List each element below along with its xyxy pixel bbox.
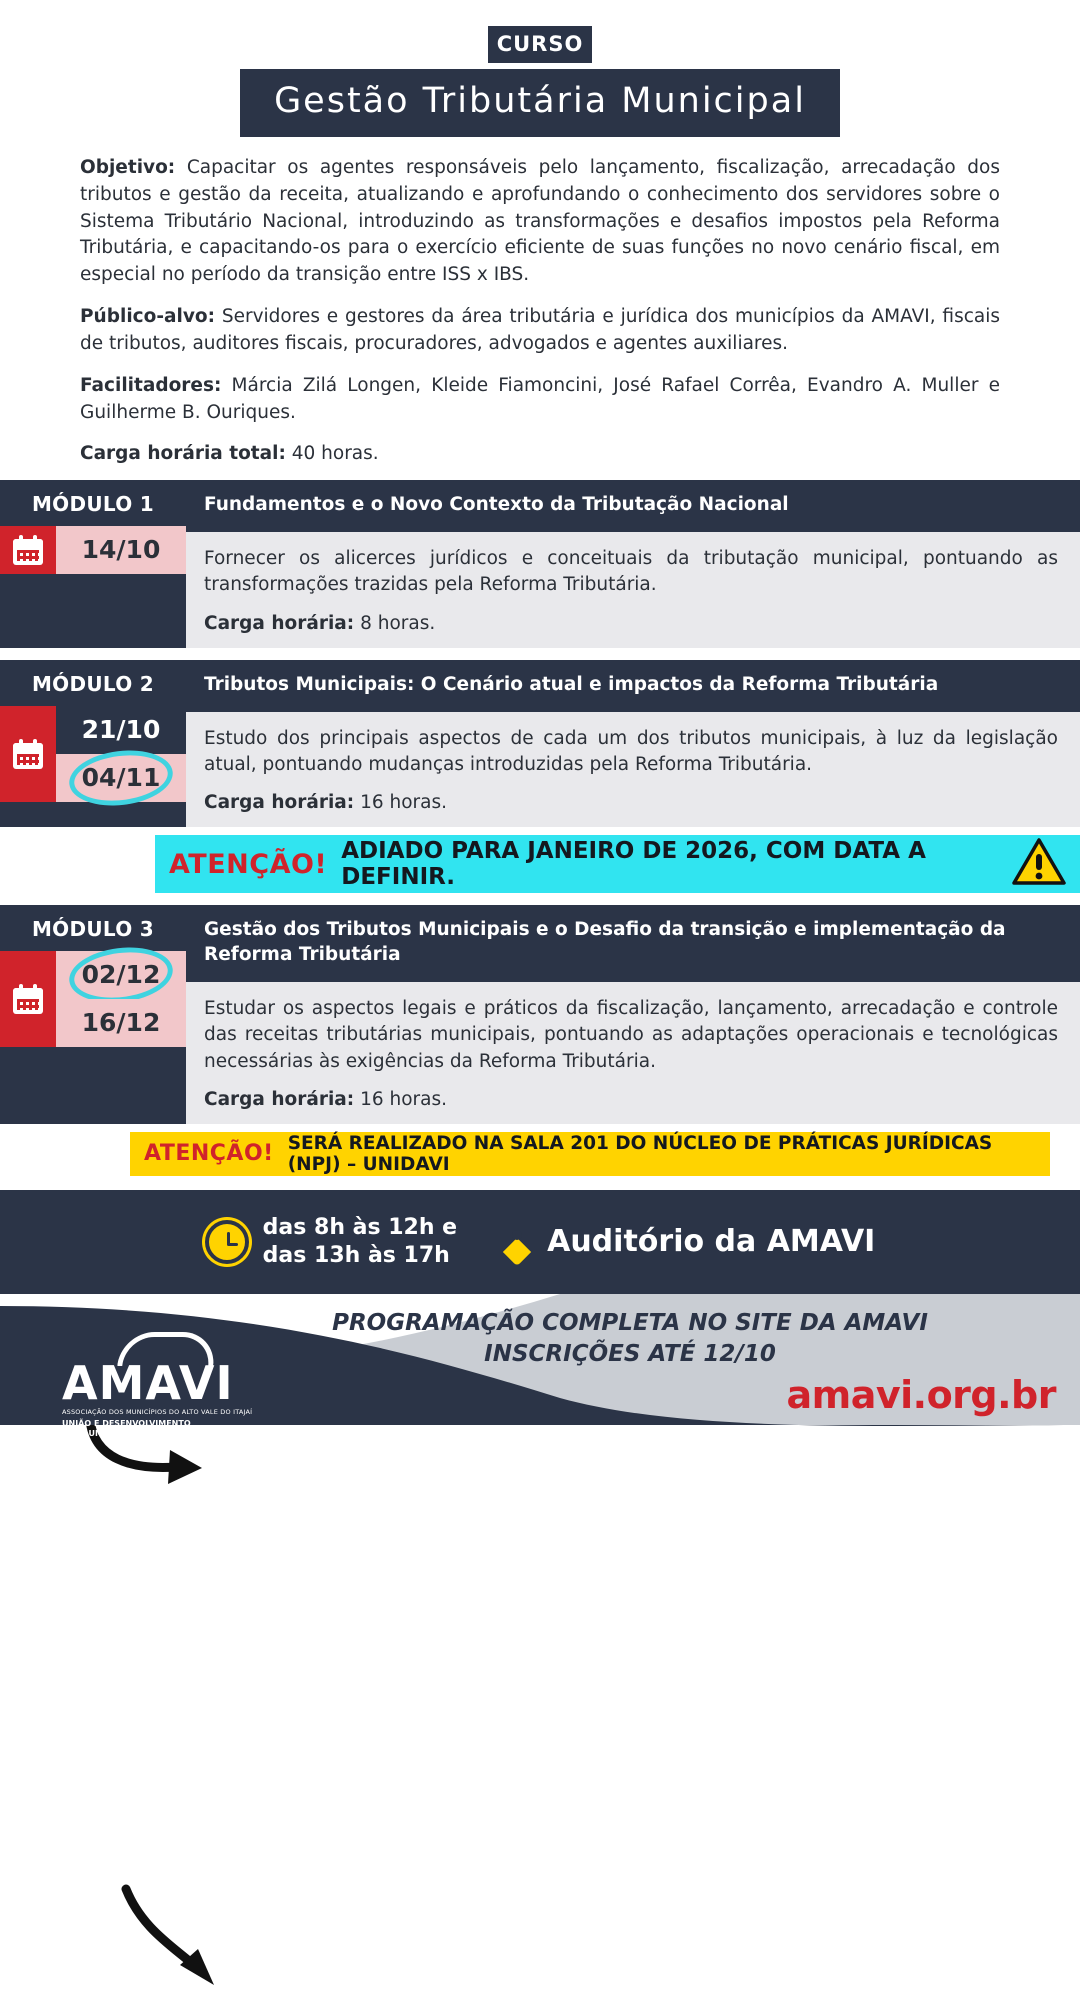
- logo-subtitle-2: UNIÃO E DESENVOLVIMENTO PARA UMA REGIÃO MAIS FORTE!: [62, 1418, 208, 1438]
- arrow-annotation-2: [118, 1885, 248, 1995]
- total-workload-paragraph: [80, 441, 1000, 468]
- module-3-date-1-text: 02/12: [81, 960, 161, 990]
- module-2-left: [0, 660, 186, 828]
- facilitators-paragraph: [80, 373, 1000, 427]
- intro-section: [0, 137, 1080, 468]
- module-1-description: Fornecer os alicerces jurídicos e conceituais da tributação municipal, pontuando as transformações trazidas pela Reforma Tributária.: [204, 548, 1058, 596]
- objective-label: Objetivo:: [80, 157, 176, 178]
- schedule-item: [205, 1214, 457, 1269]
- module-3-title: Gestão dos Tributos Municipais e o Desafio da transição e implementação da Reforma Tributária: [186, 905, 1080, 982]
- calendar-icon: [0, 706, 56, 802]
- location-item: [501, 1220, 875, 1264]
- module-3-workload: [204, 1089, 1058, 1110]
- module-3-label: MÓDULO 3: [31, 917, 155, 942]
- footer-line-2: INSCRIÇÕES ATÉ 12/10: [484, 1340, 776, 1367]
- module-3-dates: [0, 951, 186, 1047]
- module-1-workload-label: Carga horária:: [204, 612, 355, 634]
- alert-postponed-word: ATENÇÃO!: [169, 848, 328, 880]
- facilitators-text: Márcia Zilá Longen, Kleide Fiamoncini, José Rafael Corrêa, Evandro A. Muller e Guilherme B. Ouriques.: [80, 374, 1000, 423]
- module-2: [0, 660, 1080, 894]
- module-2-description: Estudo dos principais aspectos de cada um dos tributos municipais, à luz da legislação atual, pontuando mudanças introduzidas pela Reforma Tributária.: [204, 727, 1058, 775]
- audience-paragraph: [80, 304, 1000, 358]
- schedule-line-1: das 8h às 12h e: [262, 1215, 458, 1241]
- total-workload-text: 40 horas.: [285, 443, 379, 465]
- footer-line-1: PROGRAMAÇÃO COMPLETA NO SITE DA AMAVI: [332, 1309, 928, 1336]
- course-title-bar: [240, 69, 840, 137]
- alert-postponed: [155, 835, 1080, 893]
- module-1-left: [0, 480, 186, 648]
- module-3-date-2: 16/12: [56, 999, 186, 1047]
- schedule-text: [263, 1214, 457, 1269]
- module-3-workload-label: Carga horária:: [204, 1088, 355, 1110]
- alert-location-message: SERÁ REALIZADO NA SALA 201 DO NÚCLEO DE PRÁTICAS JURÍDICAS (NPJ) – UNIDAVI: [287, 1132, 993, 1175]
- objective-text: Capacitar os agentes responsáveis pelo lançamento, fiscalização, arrecadação dos tributos e gestão da receita, atualizando e aprofundando o conhecimento dos servidores sobre o Sistema Tributário Nacional, introduzindo as transformações e desafios impostos pela Reforma Tributária, e capacitando-os para o exercício eficiente de suas funções no novo cenário fiscal, em especial no período da transição entre ISS x IBS.: [80, 157, 1000, 286]
- schedule-line-2: das 13h às 17h: [262, 1242, 450, 1268]
- module-2-body: [186, 712, 1080, 828]
- infographic-page: [0, 26, 1080, 1438]
- location-pin-icon: [501, 1220, 533, 1264]
- website-url[interactable]: amavi.org.br: [786, 1372, 1056, 1417]
- audience-label: Público-alvo:: [80, 306, 216, 328]
- module-1-right: [186, 480, 1080, 648]
- objective-paragraph: [80, 155, 1000, 289]
- module-1: [0, 480, 1080, 648]
- warning-icon: [1012, 838, 1066, 890]
- module-3: [0, 905, 1080, 1176]
- module-1-date-1: 14/10: [56, 526, 186, 574]
- info-bar: [0, 1190, 1080, 1294]
- footer-call-to-action: [300, 1308, 960, 1370]
- module-2-right: [186, 660, 1080, 828]
- module-2-workload-value: 16 horas.: [354, 792, 447, 814]
- module-2-dates: [0, 706, 186, 802]
- location-text: Auditório da AMAVI: [547, 1224, 876, 1260]
- module-3-workload-value: 16 horas.: [354, 1088, 447, 1110]
- module-2-date-2-text: 04/11: [81, 762, 161, 792]
- module-1-workload: [204, 613, 1058, 634]
- page-title: Gestão Tributária Municipal: [274, 81, 806, 121]
- amavi-logo: [62, 1332, 272, 1439]
- module-3-date-1: [56, 951, 186, 999]
- module-1-body: [186, 532, 1080, 648]
- total-workload-label: Carga horária total:: [80, 443, 286, 465]
- logo-subtitle-1: ASSOCIAÇÃO DOS MUNICÍPIOS DO ALTO VALE DO ITAJAÍ: [62, 1407, 253, 1416]
- module-2-label: MÓDULO 2: [31, 671, 155, 696]
- module-2-workload: [204, 792, 1058, 813]
- module-1-dates: [0, 526, 186, 574]
- module-1-workload-value: 8 horas.: [354, 612, 436, 634]
- module-3-description: Estudar os aspectos legais e práticos da fiscalização, lançamento, arrecadação e controle das receitas tributárias municipais, pontuando as adaptações operacionais e tecnológicas necessárias às exigências da Reforma Tributária.: [204, 998, 1058, 1072]
- module-2-date-1: 21/10: [56, 706, 186, 754]
- calendar-icon: [0, 526, 56, 574]
- calendar-icon: [0, 951, 56, 1047]
- alert-location-word: ATENÇÃO!: [144, 1141, 274, 1167]
- module-3-right: [186, 905, 1080, 1124]
- module-1-label: MÓDULO 1: [31, 492, 155, 517]
- alert-postponed-message: ADIADO PARA JANEIRO DE 2026, COM DATA A DEFINIR.: [341, 838, 926, 891]
- module-1-title: Fundamentos e o Novo Contexto da Tributação Nacional: [186, 480, 1080, 532]
- footer: [0, 1294, 1080, 1438]
- clock-icon: [205, 1220, 249, 1264]
- logo-name: AMAVI: [62, 1355, 234, 1410]
- module-2-title: Tributos Municipais: O Cenário atual e impactos da Reforma Tributária: [186, 660, 1080, 712]
- course-tag: CURSO: [488, 26, 592, 63]
- module-3-body: [186, 982, 1080, 1124]
- audience-text: Servidores e gestores da área tributária e jurídica dos municípios da AMAVI, fiscais de tributos, auditores fiscais, procuradores, advogados e agentes auxiliares.: [80, 306, 1000, 354]
- module-3-left: [0, 905, 186, 1124]
- facilitators-label: Facilitadores:: [80, 374, 222, 396]
- alert-location: [130, 1132, 1050, 1176]
- module-2-workload-label: Carga horária:: [204, 792, 355, 814]
- logo-arc-shape: [117, 1332, 217, 1366]
- module-2-date-2: [56, 754, 186, 802]
